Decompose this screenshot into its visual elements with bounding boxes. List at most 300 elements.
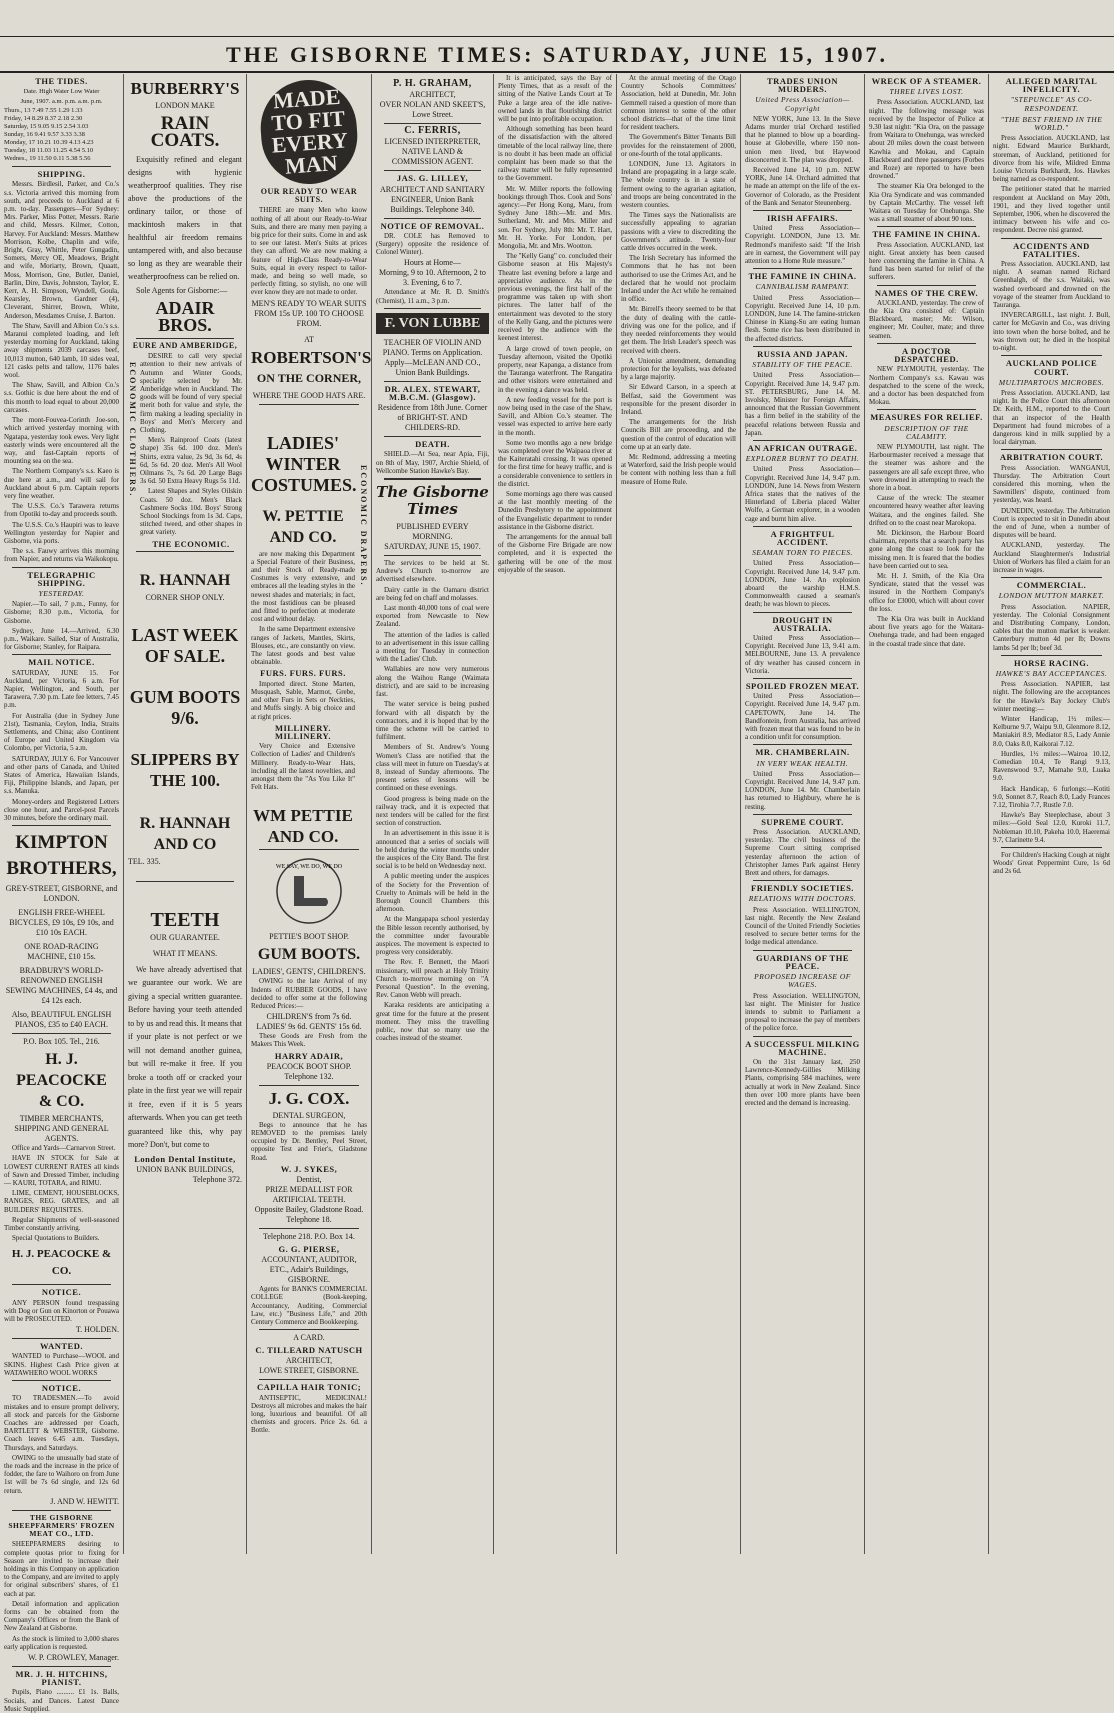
section-heading: AUCKLAND POLICE COURT. <box>1005 358 1098 377</box>
news-paragraph: Winter Handicap, 1½ miles:—Kelburne 9.7, Waipu 9.0, Glenmore 8.12, Maniakiri 8.9, Mediator 8.5, Lady Annie 8.0, Oaks 8.0, Kaikorai 7.12. <box>993 715 1110 748</box>
jgcox-title: J. G. COX. <box>268 1088 350 1108</box>
adair-bros-title: ADAIR BROS. <box>155 298 215 335</box>
news-paragraph: The arrangements for the Irish Councils Bill are proceeding, and the question of the control of education will come up at an early date. <box>621 418 736 451</box>
peacocke-paragraph: Office and Yards—Carnarvon Street. <box>12 1144 116 1153</box>
news-paragraph: The Times says the Nationalists are successfully appealing to agrarian passions with a view to discrediting the Government's attitude. Twenty-four cattle drives occurred in the week. <box>621 211 736 253</box>
news-paragraph: Some two months ago a new bridge was completed over the Waipaoa river at the Kaiteratahi crossing. It was opened for the first time for heavy traffic, and is a considerable convenience to settlers in the district. <box>498 438 612 488</box>
slippers-title-2: THE 100. <box>150 770 220 790</box>
section-heading: RUSSIA AND JAPAN. <box>757 348 848 359</box>
masthead-title: THE GISBORNE TIMES: SATURDAY, JUNE 15, 1907. <box>226 42 888 67</box>
news-paragraph: NEW YORK, June 13. In the Steve Adams murder trial Orchard testified that he planned to blow up a boarding-house at Globeville, where 150 non-union men lived, but Haywood disconcerted it. The plan was dropped. <box>745 114 860 164</box>
peacocke-title: PEACOCKE <box>16 1072 107 1090</box>
column-4 <box>372 74 493 1554</box>
news-paragraph: Press Association. WELLINGTON, last night. The Minister for Justice intends to submit to Parliament a proposal to increase the pay of members of the police force. <box>745 991 860 1033</box>
section-heading: THE FAMINE IN CHINA. <box>748 271 857 282</box>
column-9 <box>989 74 1114 1554</box>
divider <box>259 1228 359 1229</box>
notice-heading: NOTICE. <box>41 1287 82 1298</box>
london-dental-title: London Dental Institute, <box>134 1153 236 1164</box>
divider <box>136 338 234 339</box>
ready-to-wear-heading: OUR READY TO WEAR SUITS. <box>260 187 358 205</box>
divider <box>877 409 976 410</box>
news-paragraph: The arrangements for the annual ball of the Gisborne Fire Brigade are now completed, and it is expected the gathering will be one of the most enjoyable of the season. <box>498 532 612 574</box>
pettie-shop-line: PETTIE'S BOOT SHOP. <box>269 932 349 942</box>
tides-row: Sunday, 16 9.41 9.57 3.33 3.38 <box>4 131 85 139</box>
news-paragraph: Although something has been heard of the dissatisfaction with the altered timetable of the local railway line, there is no doubt it has been made an official complaint has been made so that the railway matter will be fully represented to the Government. <box>498 125 612 183</box>
news-paragraph: The water service is being pushed forward with all dispatch by the contractors, and it is hoped that by the time the scheme will be carried to fulfilment. <box>376 700 489 742</box>
news-paragraph: It is anticipated, says the Bay of Plenty Times, that as a result of the sitting of the Native Lands Court at Te Puke a large area of the idle native-owned lands in that flourishing district will be put into profitable occupation. <box>498 74 612 124</box>
von-lubbe-line: TEACHER OF VIOLIN AND PIANO. Terms on Application. Apply—McLEAN AND CO., Union Bank Buildings. <box>382 337 483 377</box>
news-paragraph: Press Association. WANGANUI, Thursday. The Arbitration Court considered this morning, when the Sawmillers' dispute, continued from yesterday, was heard. <box>993 463 1110 505</box>
von-lubbe-title: F. VON LUBBE <box>376 313 489 334</box>
ferris-title: C. FERRIS, <box>404 125 461 137</box>
news-paragraph: Press Association. WELLINGTON, last night. Recently the New Zealand Council of the United Friendly Societies resolved to secure better terms for the lodge medical attendance. <box>745 905 860 947</box>
ladies-title: LADIES' <box>266 432 340 453</box>
ready-line: MEN'S READY TO WEAR SUITS FROM 15s UP. 100 TO CHOOSE FROM. <box>251 298 367 328</box>
news-paragraph: Karaka residents are anticipating a great time for the future at the present moment. They miss the travelling public, now that so many use the coaches instead of the steamer. <box>376 1001 489 1043</box>
divider <box>12 1666 111 1667</box>
harry-adair-subtitle: PEACOCK BOOT SHOP. <box>266 1061 352 1071</box>
news-paragraph: A large crowd of town people, on Tuesday afternoon, visited the Opotiki property, near Kapanga, a distance from the Tauranga waterfront. The Rangatira and other visitors were entertained and in the evening a dance was held. <box>498 344 612 394</box>
pierse-paragraph: Agents for BANK'S COMMERCIAL COLLEGE (Book-keeping, Accountancy, Auditing, Commercial Law, etc.) "Business Life," and 20th Century Commerce and Bookkeeping. <box>251 1285 367 1326</box>
news-paragraph: Press Association. AUCKLAND, last night. Great anxiety has been caused here concerning the famine in China. A fund has been started for relief of the sufferers. <box>869 240 984 282</box>
news-paragraph: Sir Edward Carson, in a speech at Belfast, said the Government was responsible for the present disorder in Ireland. <box>621 383 736 416</box>
news-paragraph: Press Association. AUCKLAND, last night. A seaman named Richard Greenhalgh, of the s.s. Waitaki, was washed overboard and drowned on the voyage of the steamer from Auckland to Tauranga. <box>993 260 1110 310</box>
section-subheading: DESCRIPTION OF THE CALAMITY. <box>884 423 969 441</box>
graham-title: P. H. GRAHAM, <box>393 78 472 89</box>
economic-clothiers-vertical: ECONOMIC CLOTHIERS. <box>128 362 138 498</box>
news-paragraph: Mr. H. J. Smith, of the Kia Ora Syndicate, stated that the vessel was insured in the Northern Company's office for £3000, which will about cover the loss. <box>869 571 984 613</box>
divider <box>753 1036 852 1037</box>
news-paragraph: United Press Association—Copyright. Received June 14, 10 p.m. LONDON, June 14. The famine-stricken Chinese in Kiang-Su are eating human flesh. Some rice has been distributed in the affected districts. <box>745 293 860 343</box>
news-paragraph: Members of St. Andrew's Young Women's Class are notified that the class will meet in future on Tuesday's at 8, instead of Sunday afternoons. The present series of lessons will be continued on these evenings. <box>376 743 489 793</box>
divider <box>12 654 111 655</box>
telegraphic-subheading: YESTERDAY. <box>38 588 85 598</box>
divider <box>384 381 481 382</box>
news-paragraph: AUCKLAND, yesterday. The crew of the Kia Ora consisted of: Captain Blackbeard, master; Mr. Wilson, engineer; Mr. Coulter, mate; and three seamen. <box>869 298 984 340</box>
wm-pettie-and-co: AND CO. <box>267 827 339 847</box>
section-subheading: STABILITY OF THE PEACE. <box>752 360 853 370</box>
divider <box>136 551 234 552</box>
divider <box>1001 238 1102 239</box>
news-paragraph: In an advertisement in this issue it is announced that a series of socials will be held during the winter months under the auspices of the City Band. The first social is to be held on Wednesday next. <box>376 829 489 871</box>
kimpton-title: KIMPTON <box>15 832 108 854</box>
death-paragraph: SHIELD.—At Sea, near Apia, Fiji, on 8th of May, 1907, Archie Shield, of Wellcombe Station Hawke's Bay. <box>376 450 489 475</box>
burberry-subtitle: LONDON MAKE <box>155 101 215 110</box>
telephone-line: Telephone 372. <box>192 1175 242 1185</box>
divider <box>384 218 481 219</box>
section-subheading: "THE BEST FRIEND IN THE WORLD." <box>1000 114 1103 133</box>
news-paragraph: Press Association. NAPIER, yesterday. The Colonial Consignment and Distributing Company, London, cables that the mutton market is weaker. Canterbury mutton 4d per lb; Downs lambs 5d per lb; beef 3d. <box>993 602 1110 652</box>
section-heading: IRISH AFFAIRS. <box>766 213 839 224</box>
news-paragraph: United Press Association—Copyright. LONDON, June 13. Mr. Redmond's manifesto said: "If the Irish are in earnest, the Government will pay attention to a Home Rule measure." <box>745 224 860 266</box>
news-paragraph: Press Association. AUCKLAND, last night. In the Police Court this afternoon Dr. Keith, H.M., reported to the Court that an inspector of the Health Department had found microbes of a dangerous kind in milk supplied by a local dairyman. <box>993 388 1110 447</box>
news-paragraph: United Press Association—Copyright. Received June 14, 9.47 p.m. CAPETOWN, June 14. The Bandfontein, from Australia, has arrived with frozen meat that was found to be in a condition unfit for consumption. <box>745 692 860 742</box>
divider <box>259 849 359 850</box>
divider <box>384 436 481 437</box>
news-paragraph: The services to be held at St. Andrew's Church to-morrow are advertised elsewhere. <box>376 559 489 584</box>
removal-heading: NOTICE OF REMOVAL. <box>380 220 485 231</box>
section-heading: WRECK OF A STEAMER. <box>871 76 982 86</box>
tides-row: Saturday, 15 9.05 9.15 2.54 3.03 <box>4 123 89 131</box>
gum-paragraph: OWING to the late Arrival of my Indents of RUBBER GOODS, I have decided to offer some at the following Reduced Prices:— <box>251 977 367 1010</box>
divider <box>753 612 852 613</box>
peacocke-title: & CO. <box>38 1093 85 1111</box>
news-paragraph: Wallabies are now very numerous along the Waihou Range (Waimata district), and are said to be increasing fast. <box>376 665 489 699</box>
telegraphic-paragraph: Napier.—To sail, 7 p.m., Funny, for Gisborne; 8.30 p.m., Victoria, for Gisborne. <box>4 600 119 625</box>
news-paragraph: At the Mangapapa school yesterday the Bible lesson recently authorised, by the committee under favourable auspices. The movement is expected to progress very considerably. <box>376 915 489 957</box>
last-week-title: LAST WEEK <box>131 624 239 645</box>
pierse-header: Telephone 218. P.O. Box 14. <box>263 1231 355 1241</box>
news-paragraph: Press Association. AUCKLAND, last night. The following message was received by the Inspector of Police at 9.30 last night: "Kia Ora, on the passage from Waitara to Onehunga, was wrecked about 20 miles down the coast between Kawhia and Mokau, and Captain Blackbeard and three passengers (Forbes and Roze) are reported to have been drowned." <box>869 98 984 181</box>
natusch-title: C. TILLEARD NATUSCH <box>255 1345 363 1356</box>
sykes-line: Opposite Bailey, Gladstone Road. Telephone 18. <box>254 1204 364 1224</box>
gisborne-times-subtitle: PUBLISHED EVERY MORNING. <box>396 522 469 542</box>
shipping-paragraph: The mont-Fouvea-Corinth Joe-son, which arrived yesterday morning with Ngatapa, yesterday took ewes. Very light easterly winds were encountered all the way, and fast-Captain reports of mounting sea on the sea. <box>4 416 119 466</box>
costumes-block <box>251 432 368 847</box>
eure-block <box>128 352 242 548</box>
news-paragraph: A new feeding vessel for the port is now being used in the case of the Shaw, Savill, and Albion Co.'s steamer. The vessel was expected to arrive here early in the month. <box>498 395 612 437</box>
news-paragraph: A Unionist amendment, demanding protection for the loyalists, was defeated by a large majority. <box>621 356 736 382</box>
union-bank-line: UNION BANK BUILDINGS, <box>136 1165 234 1175</box>
divider <box>753 678 852 679</box>
burberry-paragraph: Sole Agents for Gisborne:— <box>136 286 228 295</box>
divider <box>259 1329 359 1330</box>
news-paragraph: The petitioner stated that he married respondent at Auckland on May 20th, 1901, and they lived together until September, 1906, when he discovered the intimacy between his wife and co-respondent. Decree nisi granted. <box>993 185 1110 235</box>
section-heading: HORSE RACING. <box>1014 657 1089 668</box>
news-paragraph: A public meeting under the auspices of the Society for the Prevention of Cruelty to Animals will be held in the Borough Council Chambers this afternoon. <box>376 872 489 914</box>
hours-line: Morning, 9 to 10. Afternoon, 2 to 3. Evening, 6 to 7. <box>379 268 486 288</box>
burberry-raincoats: RAIN COATS. <box>150 113 220 151</box>
tides-row: Friday, 14 8.29 8.37 2.18 2.30 <box>4 115 83 123</box>
section-subheading: PROPOSED INCREASE OF WAGES. <box>754 972 851 990</box>
section-heading: TRADES UNION MURDERS. <box>767 76 838 95</box>
hannah-title: R. HANNAH <box>139 571 231 589</box>
what-it-means-line: WHAT IT MEANS. <box>152 948 218 958</box>
section-heading: MR. CHAMBERLAIN. <box>755 747 850 758</box>
peacocke-paragraph: Special Quotations to Builders. <box>12 1234 100 1243</box>
badge-line: EVERY <box>270 127 349 158</box>
teeth-paragraph: We have already advertised that we guarantee our work. We are giving a special written guarantee. Before having your teeth attended to by us and read this. It means that if your plate is not perfect or we will not demand another guinea, but will re-make it free. If you broke a tooth off or cracked your plate in the first year we will repair it free, even if it is 5 years afterwards. When you can get teeth guaranteed like this, why pay more? Don't, but come to <box>128 964 242 1150</box>
divider <box>12 1380 111 1381</box>
news-paragraph: Last month 40,000 tons of coal were exported from Newcastle to New Zealand. <box>376 604 489 629</box>
news-paragraph: Received June 14, 10 p.m. NEW YORK, June 14. Orchard admitted that he made an attempt on the life of the ex-Governor of Colorado, as the President of the Bank and Senator Steunenberg. <box>745 166 860 207</box>
news-paragraph: On the 31st January last, 250 Lawrence-Kennedy-Gillies Milking Plants, comprising 584 machines, were actually at work in New Zealand. Since then over 100 more plants have been erected and the demand is increasing. <box>745 1057 860 1107</box>
wanted-paragraph: WANTED to Purchase—WOOL and SKINS. Highest Cash Price given at WATAWHERO WOOL WORKS <box>4 1352 119 1377</box>
sheepfarmers-paragraph: Detail information and application forms can be obtained from the Company's Offices or from the Bank of New Zealand at Gisborne. <box>4 1599 119 1633</box>
news-paragraph: The Kia Ora was built in Auckland about five years ago for the Waitara-Onehunga trade, and had been engaged in the coastal trade since that date. <box>869 614 984 648</box>
good-hats-line: WHERE THE GOOD HATS ARE. <box>252 390 366 400</box>
news-paragraph: Mr. Birrell's theory seemed to be that the duty of dealing with the cattle-driving was one for the police, and if they needed reinforcements they would get them. The Irish Leader's speech was received with cheers. <box>621 305 736 355</box>
tides-row: Tuesday, 18 11.03 11.25 4.54 5.10 <box>4 147 94 155</box>
section-subheading: THREE LIVES LOST. <box>889 87 964 97</box>
tides-subheader: June, 1907. a.m. p.m. a.m. p.m. <box>20 98 103 106</box>
furs-heading: FURS. FURS. FURS. <box>260 668 346 679</box>
wanted-heading: WANTED. <box>40 1341 83 1352</box>
divider <box>753 814 852 815</box>
news-paragraph: INVERCARGILL, last night. J. Bull, carter for McGavin and Co., was driving into town when the horse bolted, and he was thrown out; he died in the hospital to-night. <box>993 311 1110 353</box>
column-2 <box>124 74 246 1554</box>
eure-paragraph: Men's Rainproof Coats (latest shape) 35s 6d. 100 doz. Men's Shirts, extra value, 2s 9d, 3s 6d, 4s 6d, 5s 6d. 20 doz. Men's All Wool Oilmans 7s, 7s 6d. 20 Large Bags 3s 6d. 50 Extra Heavy Rugs 5s 11d. <box>140 436 242 486</box>
hitchins-heading: MR. J. H. HITCHINS, PIANIST. <box>15 1668 108 1688</box>
divider <box>877 226 976 227</box>
pettie-paragraph: are now making this Department a Special Feature of their Business, and their Stock of Ready-made Costumes is very extensive, and embraces all the leading styles in the newest shades and materials; in fact, the most fastidious can be pleased and fitted to perfection at moderate cost and without delay. <box>251 549 355 624</box>
lilley-title: JAS. G. LILLEY, <box>396 173 469 184</box>
section-heading: A DOCTOR DESPATCHED. <box>894 345 959 365</box>
telegraphic-heading: TELEGRAPHIC SHIPPING. <box>27 569 96 588</box>
divider <box>877 285 976 286</box>
tides-header: Date. High Water Low Water <box>23 88 100 96</box>
section-heading: THE FAMINE IN CHINA. <box>872 229 981 240</box>
economic-title: THE ECONOMIC. <box>152 538 230 549</box>
furs-paragraph: Imported direct. Stone Marten, Musquash, Sable, Marmot, Grebe, and other Furs in Sets or Neckties, and Muffs singly. A big choice and at right prices. <box>251 679 355 721</box>
tides-table <box>4 107 119 163</box>
section-heading: GUARDIANS OF THE PEACE. <box>755 952 849 971</box>
news-paragraph: The attention of the ladies is called to an advertisement in this issue calling a meeting for Tuesday in connection with the Ladies' Club. <box>376 630 489 664</box>
section-subheading: IN VERY WEAK HEALTH. <box>756 758 849 768</box>
news-paragraph: Mr. Redmond, addressing a meeting at Waterford, said the Irish people would be content with nothing less than a full measure of Home Rule. <box>621 452 736 486</box>
column-3 <box>247 74 371 1554</box>
kimpton-line: Also, BEAUTIFUL ENGLISH PIANOS, £35 to £40 EACH. <box>11 1010 112 1030</box>
shipping-paragraph: The Northern Company's s.s. Kaeo is due here at a.m., and will sail for Auckland about 6 p.m. Captain reports very fine weather. <box>4 467 119 500</box>
sykes-line: PRIZE MEDALLIST FOR ARTIFICIAL TEETH. <box>265 1184 353 1204</box>
news-paragraph: NEW PLYMOUTH, yesterday. The Northern Company's s.s. Kawau was despatched to the scene of the wreck, and a doctor has been despatched from Mokau. <box>869 365 984 407</box>
section-subheading: MULTIPARTOUS MICROBES. <box>998 377 1105 387</box>
wm-pettie-title: WM PETTIE <box>253 806 353 826</box>
card-line: A CARD. <box>293 1333 325 1343</box>
burberry-title: BURBERRY'S <box>130 79 240 98</box>
divider <box>384 308 481 309</box>
divider <box>12 1033 111 1034</box>
news-paragraph: United Press Association—Copyright. Received June 13, 9.41 a.m. MELBOURNE, June 13. A prevalence of dry weather has caused concern in Victoria. <box>745 633 860 675</box>
section-heading: A SUCCESSFUL MILKING MACHINE. <box>745 1038 860 1057</box>
eure-paragraph: DESIRE to call very special attention to their new arrivals of Autumn and Winter Goods, specially selected by Mr. Amberidge when in Auckland. The goods will be found of very special merit both for value and style, the firm making a leading speciality in Boys' and Men's Mercery and Clothing. <box>140 352 242 435</box>
news-paragraph: AUCKLAND, yesterday. The Auckland Slaughtermen's Industrial Union of Workers has filed a claim for an increase in wages. <box>993 541 1110 574</box>
divider <box>12 567 111 568</box>
sheepfarmers-paragraph: SHEEPFARMERS desiring to complete quotas prior to fixing for Season are invited to increase their holdings in this Company on application to the Company, and are invited to apply for original subscribers' shares, of £1 each at par. <box>4 1540 119 1598</box>
section-heading: A FRIGHTFUL ACCIDENT. <box>770 528 835 547</box>
hannah-subtitle: CORNER SHOP ONLY. <box>145 592 225 602</box>
badge-line: TO FIT <box>270 105 346 136</box>
shipping-paragraph: Messrs. Birdlesil, Parker, and Co.'s s.s. Victoria arrived this morning from south, and proceeds to Auckland at 6 p.m. to-day. Passengers—For Sydney: Mrs. Parker, Miss Potter, Messrs. Rarie and child, Messrs. Kilmer, Cotton, Harvey. For Auckland: Messrs. Matthew Morrison, Kolbe, Chaplin and wife, Bright, Gray, Whittle, Peter Gungadin, Somers, Mercy OE, Meadows, Bright and wife, Moriarty, Brown, Quaatt, Moss, Morrison, Gne, Butler, Daniel, Barlin, Dire, Davis, Johnston, Taylor, E. Kerr, A. H. Simpson, Wyndell, Goula, Kearsley, Brown, Gardner (4), Cleverant, Shirrer, Brown, White, Anderson, Mesdames Cruise, J. Barton. <box>4 180 119 320</box>
news-paragraph: Cause of the wreck: The steamer encountered heavy weather after leaving Waitara, and the engines failed. She drifted on to the coast near Marokopa. <box>869 494 984 527</box>
news-paragraph: Some mornings ago there was caused at the last monthly meeting of the Dunedin Presbytery to the appointment of the Evangelistic department to render assistance in the Gisborne district. <box>498 489 612 531</box>
column-6 <box>617 74 740 1554</box>
news-paragraph: The Irish Secretary has informed the Commons that he has not been authorised to use the Crimes Act, and he declared that he would not proclaim Ireland under the Act while he remained in office. <box>621 254 736 304</box>
kimpton-address: GREY-STREET, GISBORNE, and LONDON. <box>5 884 118 904</box>
section-heading: SPOILED FROZEN MEAT. <box>745 681 860 691</box>
divider <box>877 343 976 344</box>
slippers-title: SLIPPERS BY <box>130 749 240 769</box>
harry-adair-telephone: Telephone 132. <box>284 1071 334 1081</box>
divider <box>136 881 234 882</box>
lilley-line: ARCHITECT AND SANITARY ENGINEER, Union Bank Buildings. Telephone 340. <box>380 184 485 214</box>
gum-boots-title: GUM BOOTS. <box>257 946 361 964</box>
telephone-line: TEL. 335. <box>128 856 161 866</box>
news-paragraph: United Press Association—Copyright. Received June 14, 9.47 p.m. ST. PETERSBURG, June 14. M. Isvolsky, Minister for Foreign Affairs, announced that the Russian Government has a firm belief in the stability of the peaceful relations between Russia and Japan. <box>745 371 860 437</box>
tides-heading: THE TIDES. <box>35 76 88 86</box>
column-7 <box>741 74 864 1554</box>
hitchins-paragraph: Pupils, Piano .......... £1 1s. Balls, Socials, and Dances. Latest Dance Music Supplied. <box>4 1688 119 1713</box>
kimpton-line: BRADBURY'S WORLD-RENOWNED ENGLISH SEWING MACHINES, £4 4s, and £4 12s each. <box>5 966 118 1006</box>
attendance-paragraph: Attendance at Mr. R. D. Smith's (Chemist), 11 a.m., 3 p.m. <box>376 288 489 305</box>
divider <box>384 170 481 171</box>
pierse-subtitle: ACCOUNTANT, AUDITOR, ETC., Adair's Buildings, GISBORNE. <box>261 1255 357 1285</box>
divider <box>1001 577 1102 578</box>
of-sale-title: OF SALE. <box>144 645 226 666</box>
section-subheading: EXPLORER BURNT TO DEATH. <box>745 454 860 464</box>
at-line: AT <box>304 334 314 344</box>
kimpton-line: ONE ROAD-RACING MACHINE, £10 15s. <box>24 942 99 962</box>
mail-paragraph: Money-orders and Registered Letters close one hour, and Parcel-post Parcels 30 minutes, before the ordinary mail. <box>4 797 119 823</box>
capilla-paragraph: ANTISEPTIC, MEDICINAL! Destroys all microbes and makes the hair long, luxurious and beautiful. Of all chemists and grocers. Price 2s. 6d. a Bottle. <box>251 1393 367 1435</box>
peacocke-paragraph: Regular Shipments of well-seasoned Timber constantly arriving. <box>4 1215 119 1233</box>
gisborne-times-date: SATURDAY, JUNE 15, 1907. <box>384 542 481 552</box>
made-to-fit-badge <box>257 77 360 187</box>
news-paragraph: Mr. W. Miller reports the following bookings through Thos. Cook and Sons' agency:—Per Hong Kong, Maru, from Sydney June 18th:—Mr. and Mrs. Sutherland, Mr. and Mrs. Miller and son. For Sydney, July 8th: Mr. T. Hart, Mr. H. Yorke. For London, per Mongolia, Mr. and Mrs. Wootton. <box>498 184 612 251</box>
burberry-paragraph: Exquisitly refined and elegant designs with hygienic weatherproof qualities. They rise above the productions of the ordinary tailor, or those of mackintosh makers in that healthful air freedom remains untampered with, and also because so long as they are wearable their weatherproofness can be relied on. <box>128 155 242 281</box>
shipping-heading: SHIPPING. <box>37 169 86 180</box>
jgcox-subtitle: DENTAL SURGEON, <box>272 1110 346 1120</box>
winter-title: WINTER <box>265 453 341 474</box>
peacocke-paragraph: LIME, CEMENT, HOUSEBLOCKS, RANGES, REG. GRATES, and all BUILDERS' REQUISITES. <box>4 1189 119 1214</box>
news-paragraph: Dairy cattle in the Oamaru district are being fed on chaff and molasses. <box>376 585 489 602</box>
divider <box>753 210 852 211</box>
divider <box>259 404 359 405</box>
divider <box>1001 449 1102 450</box>
column-5 <box>494 74 616 1554</box>
divider <box>12 825 111 826</box>
divider <box>1001 847 1102 848</box>
divider <box>753 880 852 881</box>
robertsons-title: ROBERTSON'S <box>251 347 372 367</box>
section-heading: COMMERCIAL. <box>1016 580 1087 591</box>
divider <box>753 744 852 745</box>
gum-boots-price: 9/6. <box>171 707 199 728</box>
peacocke-signature: H. J. PEACOCKE & CO. <box>11 1248 112 1278</box>
divider <box>753 268 852 269</box>
divider <box>259 1379 359 1380</box>
column-8 <box>865 74 988 1554</box>
notice-signature: J. AND W. HEWITT. <box>50 1496 119 1506</box>
section-heading: ACCIDENTS AND FATALITIES. <box>1013 240 1090 259</box>
divider <box>12 1284 111 1285</box>
gum-paragraph: These Goods are Fresh from the Makers This Week. <box>251 1032 367 1049</box>
natusch-address: LOWE STREET, GISBORNE. <box>259 1366 359 1376</box>
sykes-title: W. J. SYKES, <box>280 1163 338 1174</box>
divider <box>753 440 852 441</box>
pettie-title: W. PETTIE <box>262 507 344 525</box>
stewart-title: DR. ALEX. STEWART, M.B.C.M. (Glasgow). <box>384 383 481 403</box>
hannah-title: R. HANNAH <box>139 814 231 832</box>
news-paragraph: Mr. Dickinson, the Harbour Board chairman, reports that a search party has gone along the coast to look for the missing men. It is feared that the bodies have been carried out to sea. <box>869 528 984 570</box>
on-the-corner-line: ON THE CORNER, <box>256 370 362 385</box>
mail-paragraph: SATURDAY, JULY 6. For Vancouver and other parts of Canada, and United States of America, Hawaiian Islands, Fiji, Philippine Islands, and Japan, per s.s. Manuka. <box>4 754 119 796</box>
shipping-paragraph: The U.S.S. Co.'s Tarawera returns from Opotiki to-day and proceeds south. <box>4 502 119 519</box>
peacocke-title: H. J. <box>45 1051 78 1069</box>
section-heading: MEASURES FOR RELIEF. <box>870 412 983 423</box>
costumes-title: COSTUMES. <box>251 474 357 495</box>
guarantee-line: OUR GUARANTEE. <box>150 932 220 942</box>
news-paragraph: Press Association. AUCKLAND, last night. Edward Maurice Burkhardt, storeman, of Auckland, petitioned for divorce from his wife, Mildred Emma Louise Victoria Burkhardt, Jos. Hawkes being named as co-respondent. <box>993 134 1110 184</box>
section-subheading: SEAMAN TORN TO PIECES. <box>752 548 853 558</box>
removal-paragraph: DR. COLE has Removed to (Surgery) opposite the residence of Colonel Winter). <box>376 231 489 257</box>
divider <box>384 555 481 556</box>
pettie-paragraph: In the same Department extensive ranges of Jackets, Mantles, Skirts, Blouses, etc., are constantly on view. The latest goods and best value obtainable. <box>251 625 355 667</box>
notice-paragraph: ANY PERSON found trespassing with Dog or Gun on Kinorton or Pouawa will be PROSECUTED. <box>4 1298 119 1324</box>
masthead-top-rule <box>0 36 1114 37</box>
section-subheading: CANNIBALISM RAMPANT. <box>755 282 850 292</box>
divider <box>753 526 852 527</box>
news-paragraph: The steamer Kia Ora belonged to the Kia Ora Syndicate and was commanded by Captain McCarthy. The vessel left Waitara on Tuesday for Onehunga. She was a small steamer of about 90 tons. <box>869 182 984 224</box>
mail-notice-heading: MAIL NOTICE. <box>28 657 95 668</box>
divider <box>753 950 852 951</box>
news-paragraph: NEW PLYMOUTH, last night. The Harbourmaster received a message that the steamer was ashore and the passengers are all safe except three, who were drowned in attempting to reach the shore in a boat. <box>869 442 984 492</box>
graham-line: OVER NOLAN AND SKEET'S, Lowe Street. <box>379 100 486 120</box>
divider <box>384 478 481 480</box>
section-heading: ARBITRATION COURT. <box>999 452 1104 463</box>
sheepfarmers-paragraph: As the stock is limited to 3,000 shares early application is requested. <box>4 1634 119 1651</box>
tides-row: Thurs., 13 7.49 7.55 1.29 1.33 <box>4 107 83 115</box>
news-paragraph: The "Kelly Gang" co. concluded their Gisborne season at His Majesty's Theatre last evening before a large and appreciative audience. As in the previous evenings, the first half of the programme was taken up with short pictures. The latter half of the entertainment was devoted to the story of the Kelly Gang, and the pictures were received by the audience with the keenest interest. <box>498 252 613 343</box>
notice-paragraph: TO TRADESMEN.—To avoid mistakes and to ensure prompt delivery, all stock and parcels for the Gisborne Coaches are addressed per Coach, BARTLETT & WEBSTER, Gisborne. Coach leaves 6.45 a.m. Tuesdays, Thursdays, and Saturdays. <box>4 1394 119 1452</box>
news-paragraph: The Rev. F. Bennett, the Maori missionary, will preach at Holy Trinity Church to-morrow morning on "A Personal Question". In the evening, Rev. Canon Webb will preach. <box>376 958 489 1000</box>
kimpton-title-2: BROTHERS, <box>6 858 117 880</box>
pettie-and-co: AND CO. <box>269 528 337 546</box>
mail-paragraph: SATURDAY, JUNE 15. For Auckland, per Victoria, 6 a.m. For Napier, Wellington, and South, per Tarawera, 7.30 p.m. Late fee letters, 7.45 p.m. <box>4 668 119 710</box>
masthead-bottom-rule <box>0 71 1114 73</box>
column-1 <box>0 74 123 1713</box>
ferris-line: LICENSED INTERPRETER, NATIVE LAND & COMMISSION AGENT. <box>384 137 481 167</box>
po-box-line: P.O. Box 105. Tel., 216. <box>23 1037 100 1047</box>
section-subheading: United Press Association—Copyright <box>755 95 850 113</box>
shipping-paragraph: The Shaw, Savill and Albion Co.'s s.s. Maranui completed loading, and left yesterday morning for Auckland, taking away shipments 2039 carcases beef, 10,013 mutton, 640 lamb, 10 sides veal, 121 casks pelts and tallow, 1176 bales wool. <box>4 321 119 380</box>
economic-drapers-vertical: ECONOMIC DRAPERS. <box>359 464 368 587</box>
divider <box>259 1085 359 1086</box>
tides-row: Wednes., 19 11.50 0.11 5.38 5.56 <box>4 155 91 163</box>
tides-row: Monday, 17 10.21 10.39 4.13 4.23 <box>4 139 94 147</box>
notice-signature: T. HOLDEN. <box>75 1325 119 1335</box>
section-subheading: HAWKE'S BAY ACCEPTANCES. <box>995 669 1108 678</box>
news-paragraph: LONDON, June 13. Agitators in Ireland are propagating in a large scale. The whole country is in a state of ferment owing to the agrarian agitation, and troops are being concentrated in the western counties. <box>621 160 736 210</box>
teeth-title: TEETH <box>150 908 220 931</box>
news-paragraph: Good progress is being made on the railway track, and it is expected that next tenders will be called for the first section of construction. <box>376 794 489 828</box>
news-paragraph: Hawke's Bay Steeplechase, about 3 miles:—Gold Seal 12.0, Kuroki 11.7, Nobleman 10.10, Pakeha 10.0, Haeremai 9.7, Clarinette 9.4. <box>993 811 1110 844</box>
jgcox-paragraph: Begs to announce that he has REMOVED to the premises lately occupied by Dr. Bentley, Peel Street, opposite Test and Frier's, Gladstone Road. <box>251 1120 367 1162</box>
badge-line: MAN <box>284 150 339 179</box>
gisborne-times-title: The Gisborne Times <box>376 483 489 519</box>
gum-boots-title: GUM BOOTS <box>129 686 241 707</box>
stewart-line: Residence from 18th June. Corner of BRIGHT-ST. AND CHILDERS-RD. <box>377 403 488 433</box>
news-paragraph: Hack Handicap, 6 furlongs:—Kotiti 9.0, Sonnet 8.7, Reach 8.0, Lady Frances 7.12, Tirohia 7.7, Rustle 7.0. <box>993 784 1110 810</box>
section-heading: ALLEGED MARITAL INFELICITY. <box>1005 76 1098 95</box>
divider <box>1001 355 1102 356</box>
notice-paragraph: OWING to the unusually bad state of the roads and the increase in the price of fodder, the fare to Waihoro on from June 1st will be 7s 6d single, and 12s 6d return. <box>4 1453 119 1495</box>
divider <box>384 123 481 124</box>
peacocke-line: TIMBER MERCHANTS, SHIPPING AND GENERAL AGENTS. <box>14 1114 109 1144</box>
section-heading: NAMES OF THE CREW. <box>874 287 979 298</box>
divider <box>1001 655 1102 656</box>
news-paragraph: United Press Association—Copyright. Received June 14, 9.47 p.m. LONDON, June 14. An explosion aboard the warship H.M.S. Commonwealth caused a seaman's death; he was blown to pieces. <box>745 559 860 609</box>
pierse-title: G. G. PIERSE, <box>278 1243 340 1254</box>
gum-boots-subtitle: LADIES', GENTS', CHILDREN'S. <box>252 967 366 977</box>
millinery-paragraph: Very Choice and Extensive Collection of Ladies' and Children's Millinery. Ready-to-Wear Hats, including all the latest novelties, and amongst them the "As You Like It" Felt Hats. <box>251 742 355 792</box>
sykes-subtitle: Dentist, <box>296 1174 322 1184</box>
graham-subtitle: ARCHITECT, <box>409 90 456 100</box>
sheepfarmers-signature: W. P. CROWLEY, Manager. <box>28 1652 119 1662</box>
section-subheading: LONDON MUTTON MARKET. <box>998 591 1105 601</box>
kimpton-line: ENGLISH FREE-WHEEL BICYCLES, £9 10s, £9 10s, and £10 10s EACH. <box>9 908 114 938</box>
